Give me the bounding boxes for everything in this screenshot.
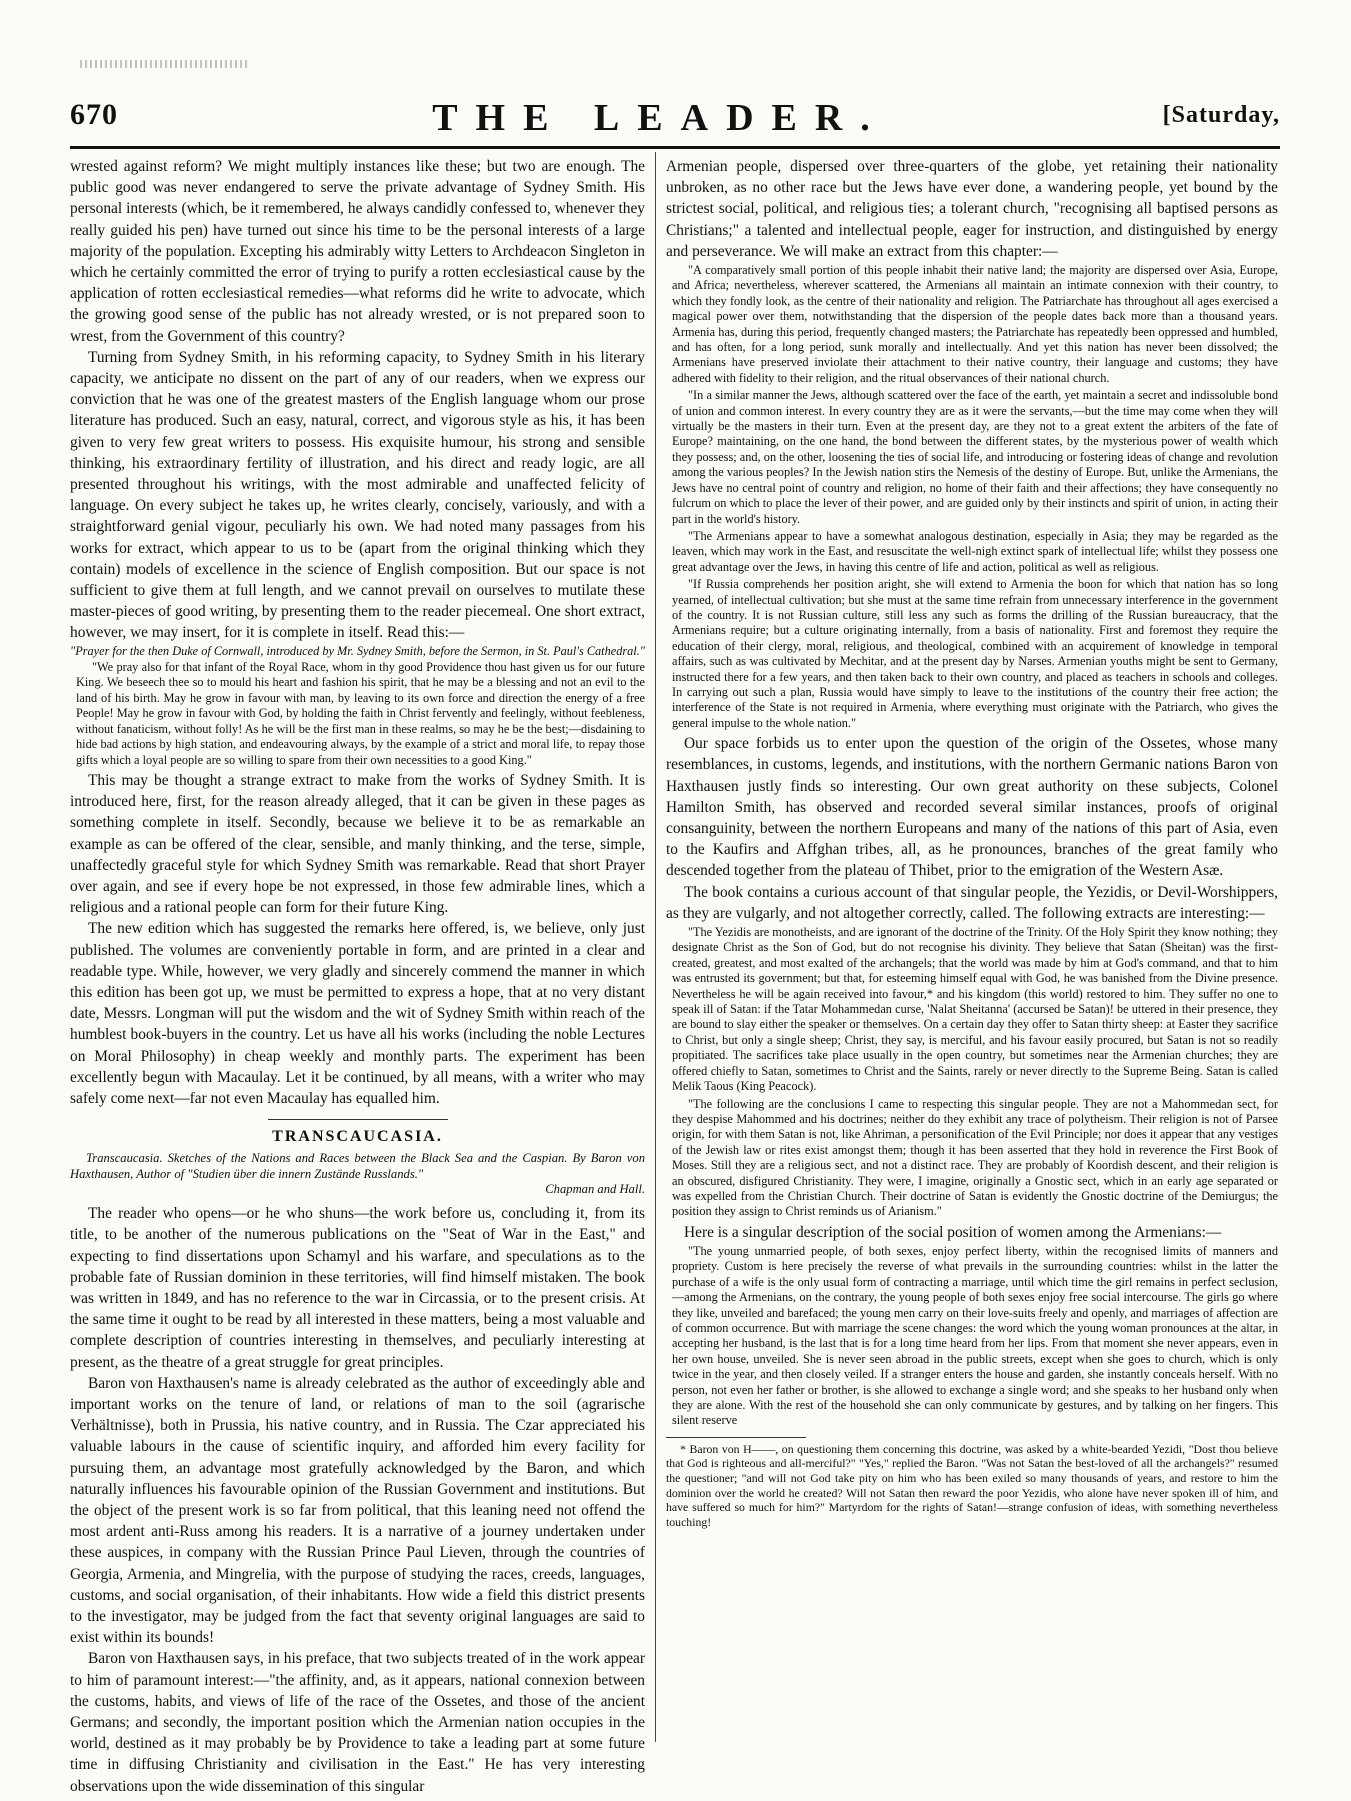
left-column <box>70 156 645 1795</box>
torn-edge <box>80 60 250 68</box>
paragraph: Turning from Sydney Smith, in his reforming capacity, to Sydney Smith in his literary capacity, we anticipate no dissent on the part of any of our readers, when we express our conviction that he was one of the greatest masters of the English language whom our prose literature has produced. Such an easy, natural, correct, and vigorous style as his, it has been given to very few great writers to possess. His exquisite humour, his strong and sensible thinking, his extraordinary fertility of illustration, and his direct and ready logic, are all presented throughout his writings, with the most admirable and unaffected felicity of language. On every subject he takes up, he writes clearly, concisely, variously, and with a straightforward genial vigour, peculiarly his own. We had noted many passages from his works for extract, which appear to us to be (apart from the original thinking which they contain) models of excellence in the science of English composition. But our space is not sufficient to give them at full length, and we cannot prevail on ourselves to mutilate these master-pieces of good writing, by presenting them to the reader piecemeal. One short extract, however, we may insert, for it is complete in itself. Read this:— <box>70 348 645 642</box>
paragraph: Our space forbids us to enter upon the question of the origin of the Ossetes, whose many resemblances, in customs, legends, and institutions, with the northern Germanic nations Baron von Haxthausen justly finds so interesting. Our own great authority on these subjects, Colonel Hamilton Smith, has observed and recorded several similar instances, proofs of original consanguinity, between the northern Europeans and many of the nations of this part of Asia, even to the Kaufirs and Affghan tribes, all, as he pronounces, branches of the great family who descended together from the plateau of Thibet, prior to the emigration of the Western Asæ. <box>666 735 1278 880</box>
paragraph: wrested against reform? We might multiply instances like these; but two are enough. The public good was never endangered to serve the private advantage of Sydney Smith. His personal interests (which, be it remembered, he always candidly confessed to, whenever they really guided his pen) have turned out since his time to be the personal interests of a large majority of the population. Excepting his admirably witty Letters to Archdeacon Singleton in which he certainly committed the error of trying to purify a rotten ecclesiastical cause by the application of rotten ecclesiastical remedies—what reforms did he write to advocate, which the growing good sense of the public has not already wrested, or is not prepared soon to wrest, from the Government of this country? <box>70 158 645 345</box>
block-quote: "The young unmarried people, of both sexes, enjoy perfect liberty, within the recognised limits of manners and propriety. Custom is here precisely the reverse of what prevails in the surrounding countries: whilst in the latter the purchase of a wife is the only usual form of contracting a marriage, until which time the girl remains in perfect seclusion,—among the Armenians, on the contrary, the young people of both sexes enjoy free social intercourse. The girls go where they like, unveiled and barefaced; the young men carry on their love-suits freely and openly, and marriages of affection are of common occurrence. But with marriage the scene changes: the word which the young woman pronounces at the altar, in accepting her husband, is the last that is for a long time heard from her lips. From that moment she never appears, even in her own house, unveiled. She is never seen abroad in the public streets, except when she goes to church, which is only twice in the year, and then closely veiled. If a stranger enters the house and garden, she instantly conceals herself. With no person, not even her father or brother, is she allowed to exchange a single word; and she speaks to her husband only when they are alone. With the rest of the household she can only communicate by gestures, and by talking on her fingers. This silent reserve <box>672 1243 1278 1428</box>
footnote-rule <box>666 1437 806 1438</box>
sermon-quote: "We pray also for that infant of the Royal Race, whom in thy good Providence thou hast given us for our future King. We beseech thee so to mould his heart and fashion his spirit, that he may be a blessing and not an evil to the land of his birth. May he grow in favour with man, by leaving to its own force and direction the energy of a free People! May he grow in favour with God, by holding the faith in Christ fervently and feelingly, without feebleness, without fanaticism, without folly! As he will be the first man in these realms, so may he be the best;—disdaining to hide bad actions by high station, and endeavouring always, by the example of a strict and moral life, to repay those gifts which a loyal people are so willing to spare from their own necessities to a good King." <box>76 660 645 767</box>
paragraph: The book contains a curious account of that singular people, the Yezidis, or Devil-Worshippers, as they are vulgarly, and not altogether correctly, called. The following extracts are interesting:— <box>666 883 1278 922</box>
publisher: Chapman and Hall. <box>545 1182 645 1197</box>
masthead <box>70 96 1280 142</box>
section-title: TRANSCAUCASIA. <box>272 1128 443 1146</box>
paragraph: Armenian people, dispersed over three-quarters of the globe, yet retaining their nationality unbroken, as no other race but the Jews have ever done, a wandering people, yet bound by the strictest social, political, and religious ties; a tolerant church, "recognising all baptised persons as Christians;" a talented and intellectual people, eager for instruction, and distinguished by energy and perseverance. We will make an extract from this chapter:— <box>666 158 1278 260</box>
header-rule <box>70 146 1280 149</box>
paragraph: This may be thought a strange extract to make from the works of Sydney Smith. It is introduced here, first, for the reason already alleged, that it can be given in these pages as something complete in itself. Secondly, because we believe it to be as remarkable an example as can be offered of the clear, sensible, and manly thinking, and the terse, simple, unaffectedly graceful style for which Sydney Smith was remarkable. Read that short Prayer over again, and see if every hope be not expressed, in those few admirable lines, which a religious and a rational people can form for their future King. <box>70 771 645 917</box>
block-quote: "The Yezidis are monotheists, and are ignorant of the doctrine of the Trinity. Of the Holy Spirit they know nothing; they designate Christ as the Son of God, but do not recognise his divinity. They believe that Satan (Sheitan) was the first-created, greatest, and most exalted of the archangels; that the world was made by him at God's command, and that to him was entrusted its government; but that, for esteeming himself equal with God, he was banished from the Divine presence. Nevertheless he will be again received into favour,* and his kingdom (this world) restored to him. They suffer no one to speak ill of Satan: if the Tatar Mohammedan curse, 'Nalat Sheitanna' (accursed be Satan)! be uttered in their presence, they are bound to slay either the speaker or themselves. On a certain day they offer to Satan thirty sheep: at Easter they sacrifice to Christ, but only a single sheep; Christ, they say, is merciful, and his favour easily procured, but Satan is not so readily propitiated. The sacrifices take place usually in the open country, but sometimes near the Armenian churches; they are offered chiefly to Satan, sometimes to Christ and the Saints, rarely or never directly to the Supreme Being. Satan is called Melik Taous (King Peacock). <box>672 925 1278 1094</box>
sermon-caption: "Prayer for the then Duke of Cornwall, introduced by Mr. Sydney Smith, before the Sermon, in St. Paul's Cathedral." <box>70 643 645 658</box>
column-rule <box>655 152 656 1742</box>
paragraph: The new edition which has suggested the remarks here offered, is, we believe, only just published. The volumes are conveniently portable in form, and are printed in a clear and readable type. While, however, we very gladly and sincerely commend the manner in which this edition has been got up, we must be permitted to express a hope, that at no very distant date, Messrs. Longman will put the wisdom and the wit of Sydney Smith within reach of the humblest book-buyers in the country. Let us have all his works (including the noble Lectures on Moral Philosophy) in cheap weekly and monthly parts. The experiment has been excellently begun with Macaulay. Let it be continued, by all means, with a writer who may safely come next—far not even Macaulay has equalled him. <box>70 920 645 1107</box>
paragraph: The reader who opens—or he who shuns—the work before us, concluding it, from its title, to be another of the numerous publications on the "Seat of War in the East," and expecting to find dissertations upon Schamyl and his warfare, and speculations as to the probable fate of Russian dominion in these territories, will find himself mistaken. The book was written in 1849, and has no reference to the war in Circassia, or to the present crisis. At the same time it ought to be read by all interested in these matters, being a most valuable and complete description of countries interesting in themselves, and peculiarly interesting at present, as the theatre of a great struggle for great principles. <box>70 1205 645 1371</box>
block-quote: "The Armenians appear to have a somewhat analogous destination, especially in Asia; they may be regarded as the leaven, which may work in the East, and resuscitate the well-nigh extinct spark of intellectual life; whilst they possess one great advantage over the Jews, in having this centre of life and action, political as well as religious. <box>672 528 1278 574</box>
newspaper-title: THE LEADER. <box>432 97 888 139</box>
block-quote: "In a similar manner the Jews, although scattered over the face of the earth, yet maintain a secret and indissoluble bond of union and common interest. In every country they are as it were the servants,—but the time may come when they will virtually be the masters in their turn. Even at the present day, are they not to a great extent the arbiters of the fate of Europe? maintaining, on the one hand, the bond between the different states, by the mysterious power of wealth which they possess; and, on the other, loosening the ties of social life, and introducing or fostering ideas of change and revolution among the various peoples? In the Jewish nation stirs the Nemesis of the destiny of Europe. But, unlike the Armenians, the Jews have no central point of country and religion, no home of their faith and their affections; they have consequently no fulcrum on which to place the lever of their power, and are guided only by their instincts and spirit of union, in acting their part in the world's history. <box>672 388 1278 526</box>
paragraph: Baron von Haxthausen's name is already celebrated as the author of exceedingly able and important works on the tenure of land, or relations of man to the soil (agrarische Verhältnisse), both in Prussia, his native country, and in Russia. The Czar appreciated his valuable labours in the cause of scientific inquiry, and afforded him every facility for pursuing them, an advantage most gratefully acknowledged by the Baron, and which naturally influences his favourable opinion of the Russian Government and institutions. But the object of the present work is so far from political, that this leaning need not offend the most ardent anti-Russ among his readers. It is a narrative of a journey undertaken under these auspices, in company with the Russian Prince Paul Lieven, through the countries of Georgia, Armenia, and Mingrelia, with the purpose of studying the races, creeds, languages, customs, and social organisation, of their inhabitants. How wide a field this district presents to the investigator, may be judged from the fact that seventy original languages are said to exist within its bounds! <box>70 1374 645 1647</box>
book-reference: Transcaucasia. Sketches of the Nations and Races between the Black Sea and the Caspian. By Baron von Haxthausen, Author of "Studien über die innern Zustände Russlands." <box>70 1151 645 1182</box>
footnote: * Baron von H——, on questioning them concerning this doctrine, was asked by a white-bearded Yezidi, "Dost thou believe that God is righteous and all-merciful?" "Yes," replied the Baron. "Was not Satan the best-loved of all the archangels?" resumed the questioner; "and will not God take pity on him who has been exiled so many thousands of years, and restore to him the dominion over the world he created? Will not Satan then reward the poor Yezidis, who alone have never spoken ill of him, and have suffered so much for him?" Martyrdom for the rights of Satan!—strange confusion of ideas, with something nevertheless touching! <box>666 1441 1278 1529</box>
paragraph: Here is a singular description of the social position of women among the Armenians:— <box>684 1223 1222 1241</box>
paragraph: Baron von Haxthausen says, in his preface, that two subjects treated of in the work appear to him of paramount interest:—"the affinity, and, as it appears, national connexion between the customs, habits, and views of life of the race of the Ossetes, and those of the ancient Germans; and secondly, the important position which the Armenian nation occupies in the world, destined as it may probably be by Providence to take a leading part at some future time in diffusing Christianity and civilisation in the East." He has very interesting observations upon the wide dissemination of this singular <box>70 1650 645 1795</box>
page-number: 670 <box>70 98 118 131</box>
block-quote: "The following are the conclusions I came to respecting this singular people. They are not a Mahommedan sect, for they despise Mahommed and his doctrines; neither do they exhibit any trace of polytheism. Their religion is not of Parsee origin, for with them Satan is not, like Ahriman, a personification of the Evil Principle; nor does it appear that any vestiges of the Jewish law or rites exist amongst them; though it has been asserted that they hold in reverence the First Book of Moses. Still they are a religious sect, and not a distinct race. They are probably of Koordish descent, and their religion is an obscured, disfigured Christianity. They were, I imagine, originally a Gnostic sect, which in an early age separated or was expelled from the Christian Church. Their doctrine of Satan is evidently the Gnostic doctrine of the Demiurgus; the position they assign to Christ reminds us of Arianism." <box>672 1096 1278 1219</box>
issue-day: [Saturday, <box>1162 102 1280 128</box>
section-divider <box>268 1119 448 1120</box>
right-column <box>666 156 1278 1746</box>
block-quote: "If Russia comprehends her position aright, she will extend to Armenia the boon for which that nation has so long yearned, of intellectual cultivation; but she must at the same time refrain from unnecessary interference in the government of the country. It is not Russian culture, still less any such as forms the drilling of the Russian bureaucracy, that the Armenians require; but a culture originating internally, from a basis of nationality. First and foremost they require the education of their clergy, moral, religious, and theological, combined with an acquirement of knowledge in temporal affairs, such as was cultivated by Mechitar, and at the present day by Narses. Armenian youths might be sent to Germany, instructed there for a few years, and then taken back to their own country, and placed as teachers in schools and colleges. In carrying out such a plan, Russia would have simply to leave to the institutions of the country their free action; the interference of the State is not required in Armenia, where everything must originate with the Patriarch, who gives the general impulse to the whole nation." <box>672 577 1278 730</box>
block-quote: "A comparatively small portion of this people inhabit their native land; the majority are dispersed over Asia, Europe, and Africa; nevertheless, wherever scattered, the Armenians all maintain an intimate connexion with their country, to which they fondly look, as the centre of their nationality and religion. The Patriarchate has throughout all ages exercised a magical power over them, notwithstanding that the dispersion of the people dates back more than a thousand years. Armenia has, during this period, frequently changed masters; the Patriarchate has repeatedly been oppressed and humbled, and has often, for a long period, sunk morally and intellectually. And yet this nation has never been dissolved; the Armenians have preserved inviolate their attachment to their native country, their language and customs; they have adhered with fidelity to their religion, and the ritual observances of their national church. <box>672 263 1278 385</box>
